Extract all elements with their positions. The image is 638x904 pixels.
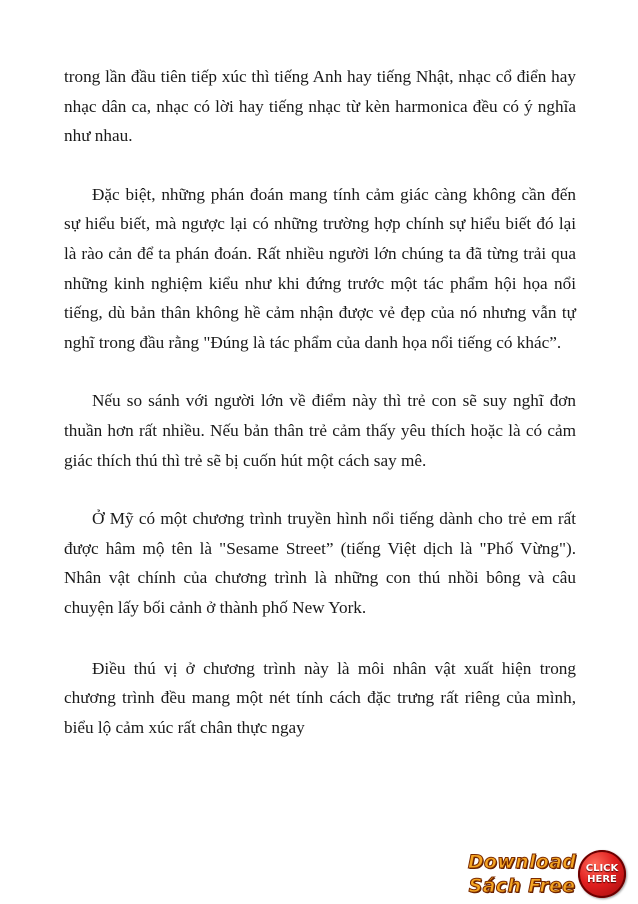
paragraph-spacer [64,357,576,386]
paragraph-spacer [64,475,576,504]
paragraph: Đặc biệt, những phán đoán mang tính cảm giác càng không cần đến sự hiểu biết, mà ngược lại có những trường hợp chính sự hiểu biết đó lại là rào cản để ta phán đoán. Rất nhiều người lớn chúng ta đã từng trải qua những kinh nghiệm kiểu như khi đứng trước một tác phẩm hội họa nổi tiếng, dù bản thân không hề cảm nhận được vẻ đẹp của nó nhưng vẫn tự nghĩ trong đầu rằng "Đúng là tác phẩm của danh họa nổi tiếng có khác”. [64,184,576,352]
here-label: HERE [587,874,617,885]
click-label: CLICK [585,863,619,874]
paragraph-spacer [64,151,576,180]
paragraph: Nếu so sánh với người lớn về điểm này thì trẻ con sẽ suy nghĩ đơn thuần hơn rất nhiều. Nếu bản thân trẻ cảm thấy yêu thích hoặc là có cảm giác thích thú thì trẻ sẽ bị cuốn hút một cách say mê. [64,391,576,470]
paragraph: Ở Mỹ có một chương trình truyền hình nổi tiếng dành cho trẻ em rất được hâm mộ tên là "Sesame Street” (tiếng Việt dịch là "Phố Vừng"). Nhân vật chính của chương trình là những con thú nhồi bông và câu chuyện lấy bối cảnh ở thành phố New York. [64,509,576,617]
paragraph: trong lần đầu tiên tiếp xúc thì tiếng Anh hay tiếng Nhật, nhạc cổ điển hay nhạc dân ca, nhạc có lời hay tiếng nhạc từ kèn harmonica đều có ý nghĩa như nhau. [64,67,576,146]
badge-download-text: Download [467,851,577,873]
badge-sach-free-text: Sách Free [468,875,576,897]
download-badge[interactable] [466,846,632,902]
paragraph-spacer [64,623,576,654]
click-here-button[interactable] [578,850,626,898]
paragraph: Điều thú vị ở chương trình này là môi nhân vật xuất hiện trong chương trình đều mang một nét tính cách đặc trưng rất riêng của mình, biểu lộ cảm xúc rất chân thực ngay [64,658,576,737]
document-page [64,62,576,742]
